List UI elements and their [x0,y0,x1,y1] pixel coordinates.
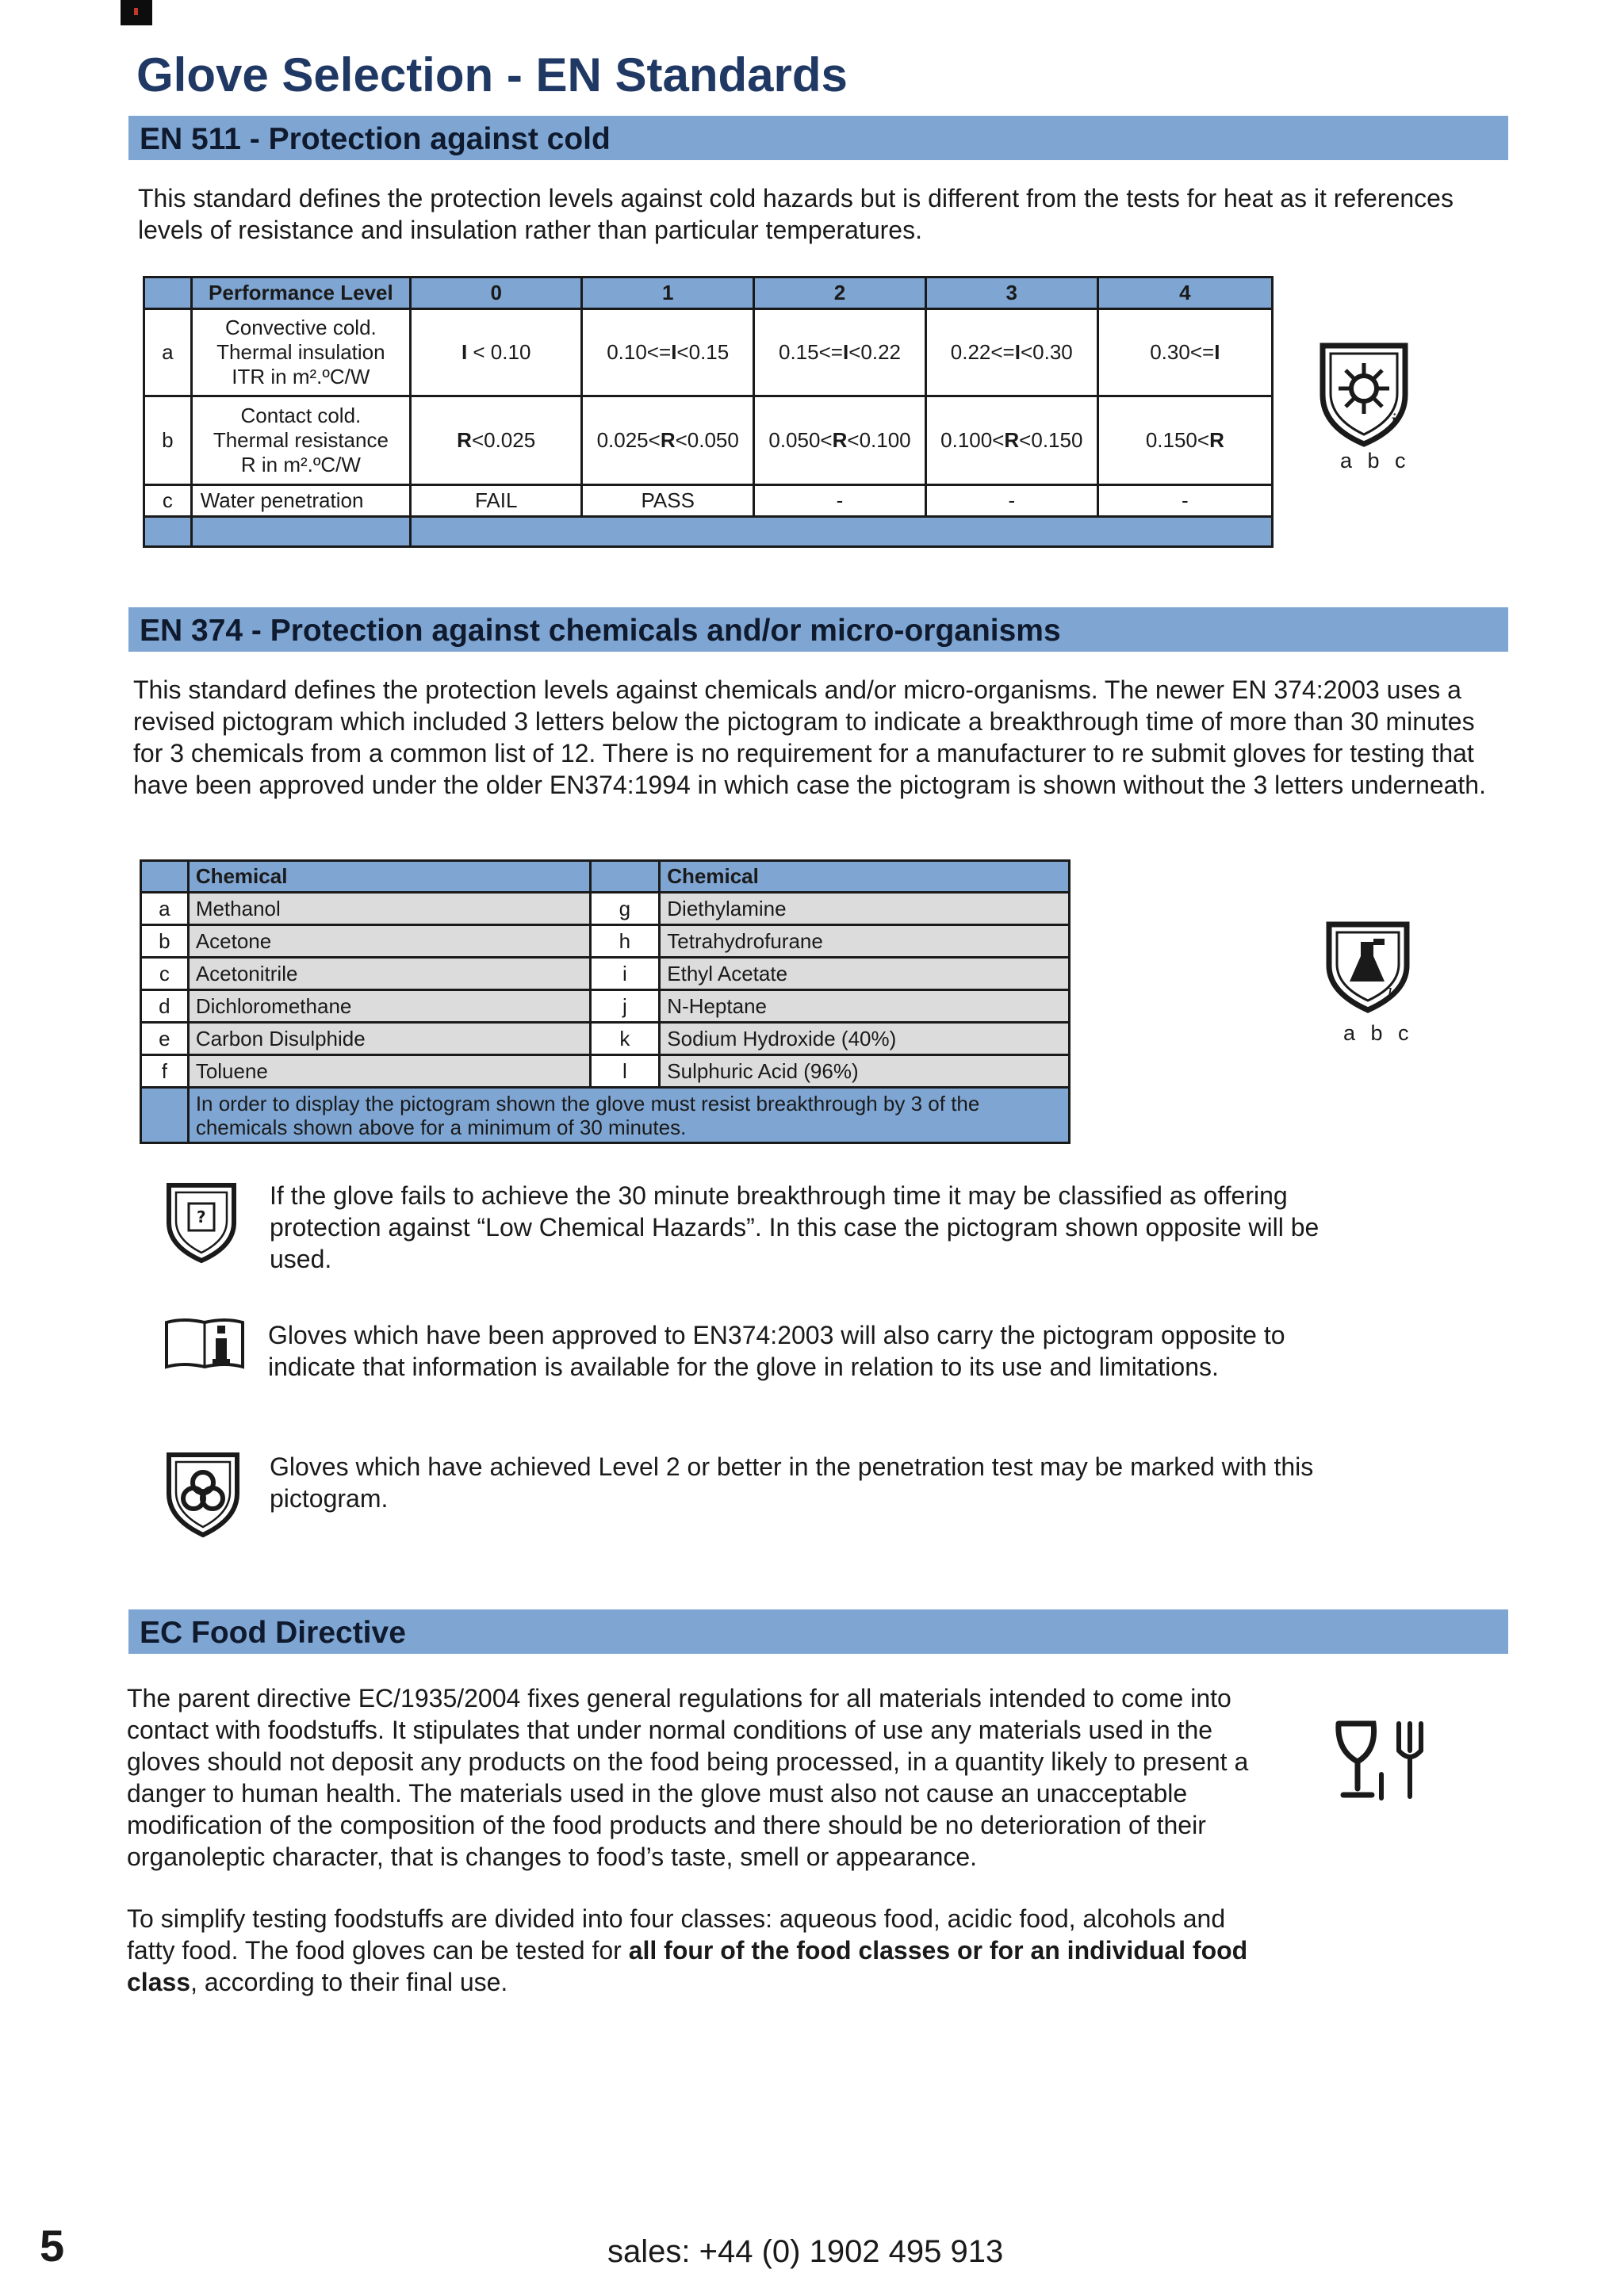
chemical-key: j [590,990,660,1023]
corner-marker [121,0,152,25]
chemical-name: Tetrahydrofurane [660,925,1070,958]
cell-text: <0.30 [1020,340,1073,364]
en374-intro: This standard defines the protection levels against chemicals and/or micro-organisms. The newer EN 374:2003 uses a revised pictogram which included 3 letters below the pictogram to indicate a breakthrough time of more than 30 minutes for 3 chemicals from a common list of 12. There is no requirement for a manufacturer to re submit gloves for testing that have been approved under the older EN374:1994 in which case the pictogram is shown without the 3 letters underneath. [133,675,1486,799]
var-symbol: I [842,340,849,364]
en511-header-row [144,277,1273,309]
var-symbol: R [1004,428,1020,452]
sales-phone: sales: +44 (0) 1902 495 913 [607,2234,1004,2269]
chemical-key: k [590,1023,660,1055]
row-label-line: Contact cold. [240,404,362,427]
cold-shield-icon [1316,339,1411,450]
cell-b4 [1097,396,1272,485]
row-label-line: ITR in m².ºC/W [232,365,370,388]
en374-chemical-table [140,859,1071,1144]
en511-row-c [144,485,1273,517]
row-label [191,396,410,485]
row-key: c [144,485,192,517]
cell-c2: - [754,485,926,517]
cell-a1 [582,309,754,396]
cell-text: <0.100 [847,428,911,452]
chemical-name: N-Heptane [660,990,1070,1023]
chemical-name: Sodium Hydroxide (40%) [660,1023,1070,1055]
level-4: 4 [1097,277,1272,309]
section-heading-food [128,1609,1508,1654]
row-label-line: Thermal resistance [213,428,389,452]
chemical-key: f [141,1055,189,1088]
cell-a2 [754,309,926,396]
cold-pictogram-letters: a b c [1340,449,1411,473]
cell-a4 [1097,309,1272,396]
chemical-pictogram-letters: a b c [1343,1021,1414,1045]
information-text: Gloves which have been approved to EN374:2003 will also carry the pictogram opposite to indicate that information is available for the glove in relation to its use and limitations. [268,1321,1285,1381]
svg-text:i: i [1388,981,1393,1000]
level-3: 3 [925,277,1097,309]
level-2: 2 [754,277,926,309]
cell-c1: PASS [582,485,754,517]
low-chemical-shield-icon [165,1181,238,1265]
cell-text: 0.025< [596,428,661,452]
en511-row-a [144,309,1273,396]
chemical-key: l [590,1055,660,1088]
food-paragraph-2: To simplify testing foodstuffs are divided into four classes: aqueous food, acidic food, alcohols and fatty food. The food gloves can be tested for all four of the food classes or for an individual food class, according to their final use. [127,1904,1248,1996]
food-directive-text [127,1682,1277,1998]
cell-text: <0.025 [471,428,536,452]
header-key [590,861,660,893]
en511-footer-row [144,517,1273,547]
table-row [141,990,1070,1023]
cell-a0 [411,309,582,396]
low-chemical-text: If the glove fails to achieve the 30 minute breakthrough time it may be classified as offering protection against “Low Chemical Hazards”. In this case the pictogram shown opposite will be used. [270,1181,1320,1273]
cell-c3: - [925,485,1097,517]
cell-text: 0.100< [940,428,1005,452]
glass-fork-icon [1332,1719,1431,1801]
cell-b1 [582,396,754,485]
cell-text: 0.150< [1145,428,1210,452]
section-heading-text: EN 511 - Protection against cold [140,122,611,156]
cell-b3 [925,396,1097,485]
information-book-icon [163,1316,246,1373]
food-paragraph-1: The parent directive EC/1935/2004 fixes general regulations for all materials intended to come into contact with foodstuffs. It stipulates that under normal conditions of use any materials used in the gloves should not deposit any products on the food being processed, in a quantity likely to present a danger to human health. The materials used in the glove must also not cause an unacceptable modification of the composition of the food products and there should be no deterioration of their organoleptic character, that is changes to food’s taste, smell or appearance. [127,1684,1249,1871]
cell-b2 [754,396,926,485]
chemical-flask-shield-icon [1324,920,1411,1015]
cell-text: 0.22<= [950,340,1015,364]
var-symbol: I [671,340,677,364]
chemical-key: i [590,958,660,990]
chemical-key: h [590,925,660,958]
footer-cell [411,517,1273,547]
cell-text: <0.050 [675,428,739,452]
table-row [141,1023,1070,1055]
svg-text:i: i [1391,411,1397,431]
var-symbol: I [461,340,468,364]
chemical-name: Methanol [188,893,590,925]
row-label [191,309,410,396]
footer-cell [191,517,410,547]
chemical-key: g [590,893,660,925]
chemical-header: Chemical [188,861,590,893]
table-row [141,925,1070,958]
chemical-key: b [141,925,189,958]
note-key [141,1088,189,1143]
chemical-key: c [141,958,189,990]
chemical-key: d [141,990,189,1023]
row-key: a [144,309,192,396]
chemical-note-row [141,1088,1070,1143]
chemical-name: Acetonitrile [188,958,590,990]
var-symbol: I [1214,340,1220,364]
section-heading-en374 [128,607,1508,652]
row-key: b [144,396,192,485]
page-number: 5 [40,2221,65,2271]
chemical-name: Carbon Disulphide [188,1023,590,1055]
var-symbol: R [457,428,472,452]
chemical-header-row [141,861,1070,893]
biohazard-shield-icon [165,1451,241,1540]
var-symbol: I [1014,340,1021,364]
en511-intro: This standard defines the protection levels against cold hazards but is different from the tests for heat as it references levels of resistance and insulation rather than particular temperatures. [138,184,1454,244]
cell-c4: - [1097,485,1272,517]
chemical-key: e [141,1023,189,1055]
cell-a3 [925,309,1097,396]
cell-text: <0.15 [676,340,730,364]
en511-row-b [144,396,1273,485]
page-title: Glove Selection - EN Standards [136,48,848,101]
cell-b0 [411,396,582,485]
chemical-name: Acetone [188,925,590,958]
cell-text: < 0.10 [467,340,531,364]
chemical-note: In order to display the pictogram shown the glove must resist breakthrough by 3 of the chemicals shown above for a minimum of 30 minutes. [188,1088,1069,1143]
row-label-line: R in m².ºC/W [240,453,361,476]
var-symbol: R [660,428,676,452]
chemical-key: a [141,893,189,925]
cell-text: 0.30<= [1150,340,1215,364]
var-symbol: R [1209,428,1224,452]
en511-header-key [144,277,192,309]
cell-c0: FAIL [411,485,582,517]
chemical-header: Chemical [660,861,1070,893]
section-heading-text: EN 374 - Protection against chemicals and/or micro-organisms [140,614,1061,648]
chemical-name: Dichloromethane [188,990,590,1023]
row-label-line: Convective cold. [225,316,377,339]
header-key [141,861,189,893]
table-row [141,893,1070,925]
section-heading-en511 [128,116,1508,160]
row-label: Water penetration [191,485,410,517]
cell-text: <0.22 [848,340,901,364]
table-row [141,958,1070,990]
row-label-line: Thermal insulation [216,340,385,364]
level-1: 1 [582,277,754,309]
en511-header-label: Performance Level [191,277,410,309]
chemical-name: Sulphuric Acid (96%) [660,1055,1070,1088]
biohazard-text: Gloves which have achieved Level 2 or better in the penetration test may be marked with this pictogram. [270,1452,1314,1513]
cell-text: 0.050< [768,428,833,452]
chemical-name: Diethylamine [660,893,1070,925]
footer-cell [144,517,192,547]
svg-text:?: ? [197,1207,206,1226]
cell-text: 0.15<= [778,340,843,364]
var-symbol: R [832,428,848,452]
chemical-name: Ethyl Acetate [660,958,1070,990]
table-row [141,1055,1070,1088]
level-0: 0 [411,277,582,309]
cell-text: <0.150 [1019,428,1083,452]
en511-table [143,276,1274,548]
section-heading-text: EC Food Directive [140,1616,406,1650]
chemical-name: Toluene [188,1055,590,1088]
cell-text: 0.10<= [607,340,672,364]
